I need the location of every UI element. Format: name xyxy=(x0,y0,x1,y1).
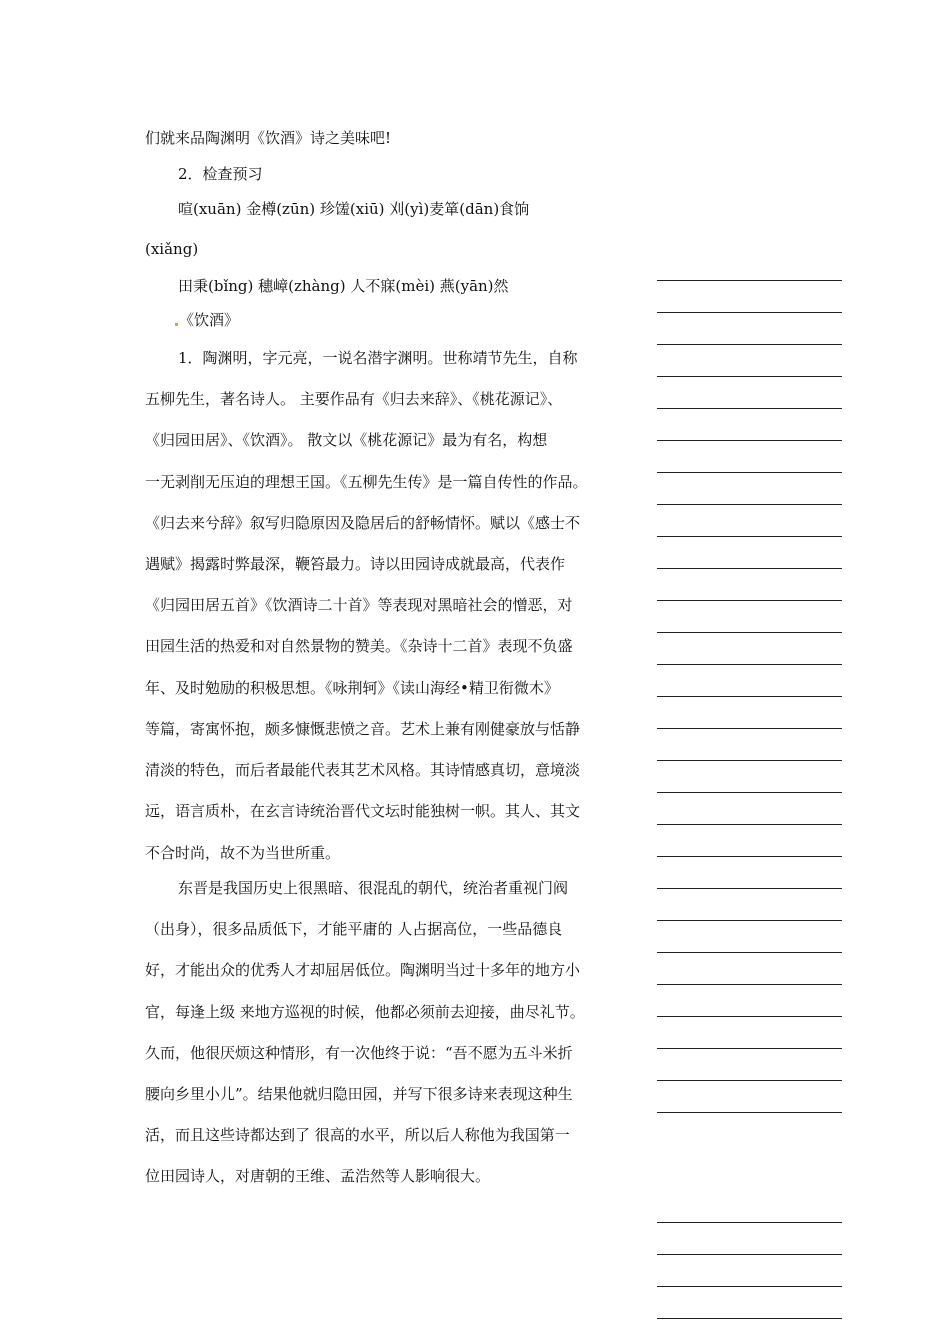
note-line xyxy=(657,984,842,985)
text-line: 一无剥削无压迫的理想王国。《五柳先生传》是一篇自传性的作品。 xyxy=(145,473,588,491)
note-line xyxy=(657,280,842,281)
text-line: 遇赋》揭露时弊最深，鞭笞最力。诗以田园诗成就最高，代表作 xyxy=(145,555,566,573)
note-line xyxy=(657,408,842,409)
section-heading xyxy=(145,310,239,330)
note-line xyxy=(657,472,842,473)
text-line: 不合时尚，故不为当世所重。 xyxy=(145,844,341,862)
note-line xyxy=(657,664,842,665)
note-line xyxy=(657,824,842,825)
note-line xyxy=(657,1048,842,1049)
section-heading: 2．检查预习 xyxy=(178,165,263,183)
text-line: 久而，他很厌烦这种情形，有一次他终于说：“吾不愿为五斗米折 xyxy=(145,1044,573,1062)
note-line xyxy=(657,1318,842,1319)
marker-dot xyxy=(175,323,178,326)
text-line: 田园生活的热爱和对自然景物的赞美。《杂诗十二首》表现不负盛 xyxy=(145,637,573,655)
note-line xyxy=(657,1254,842,1255)
note-line xyxy=(657,568,842,569)
text-line: 活，而且这些诗都达到了 很高的水平，所以后人称他为我国第一 xyxy=(145,1126,570,1144)
section-title: 《饮酒》 xyxy=(179,311,240,329)
text-line: 《归园田居》、《饮酒》。 散文以《桃花源记》最为有名，构想 xyxy=(145,431,548,449)
text-line: 官，每逢上级 来地方巡视的时候，他都必须前去迎接，曲尽礼节。 xyxy=(145,1003,585,1021)
note-line xyxy=(657,920,842,921)
text-line: 好，才能出众的优秀人才却屈居低位。陶渊明当过十多年的地方小 xyxy=(145,961,581,979)
note-line xyxy=(657,376,842,377)
text-line: （出身），很多品质低下，才能平庸的 人占据高位，一些品德良 xyxy=(145,920,563,938)
text-line: 等篇，寄寓怀抱，颇多慷慨悲愤之音。艺术上兼有刚健豪放与恬静 xyxy=(145,720,581,738)
note-line xyxy=(657,632,842,633)
text-line: 《归去来兮辞》叙写归隐原因及隐居后的舒畅情怀。赋以《感士不 xyxy=(145,514,581,532)
note-line xyxy=(657,696,842,697)
text-line: 位田园诗人，对唐朝的王维、孟浩然等人影响很大。 xyxy=(145,1167,491,1185)
note-line xyxy=(657,1016,842,1017)
text-line: 1．陶渊明，字元亮，一说名潜字渊明。世称靖节先生，自称 xyxy=(178,349,578,367)
note-line xyxy=(657,1080,842,1081)
text-line: (xiǎng) xyxy=(145,240,199,258)
note-line xyxy=(657,760,842,761)
text-line: 田秉(bǐng) 穗嶂(zhàng) 人不寐(mèi) 燕(yān)然 xyxy=(178,277,509,295)
text-line: 东晋是我国历史上很黑暗、很混乱的朝代，统治者重视门阀 xyxy=(178,879,569,897)
note-line xyxy=(657,536,842,537)
text-line: 远，语言质朴，在玄言诗统治晋代文坛时能独树一帜。其人、其文 xyxy=(145,802,581,820)
note-line xyxy=(657,1112,842,1113)
note-line xyxy=(657,952,842,953)
text-line: 《归园田居五首》《饮酒诗二十首》等表现对黑暗社会的憎恶，对 xyxy=(145,596,573,614)
text-line: 清淡的特色，而后者最能代表其艺术风格。其诗情感真切，意境淡 xyxy=(145,761,581,779)
note-line xyxy=(657,728,842,729)
note-line xyxy=(657,440,842,441)
text-line: 腰向乡里小儿”。结果他就归隐田园，并写下很多诗来表现这种生 xyxy=(145,1085,573,1103)
note-line xyxy=(657,344,842,345)
note-line xyxy=(657,792,842,793)
text-line: 五柳先生，著名诗人。 主要作品有《归去来辞》、《桃花源记》、 xyxy=(145,390,563,408)
note-line xyxy=(657,1286,842,1287)
text-line: 喧(xuān) 金樽(zūn) 珍馐(xiū) 刈(yì)麦箪(dān)食饷 xyxy=(178,200,530,218)
note-line xyxy=(657,856,842,857)
note-line xyxy=(657,1222,842,1223)
text-line: 们就来品陶渊明《饮酒》诗之美味吧! xyxy=(145,129,392,147)
note-line xyxy=(657,312,842,313)
note-line xyxy=(657,600,842,601)
note-line xyxy=(657,888,842,889)
note-line xyxy=(657,504,842,505)
text-line: 年、及时勉励的积极思想。《咏荆轲》《读山海经•精卫衔微木》 xyxy=(145,679,559,697)
